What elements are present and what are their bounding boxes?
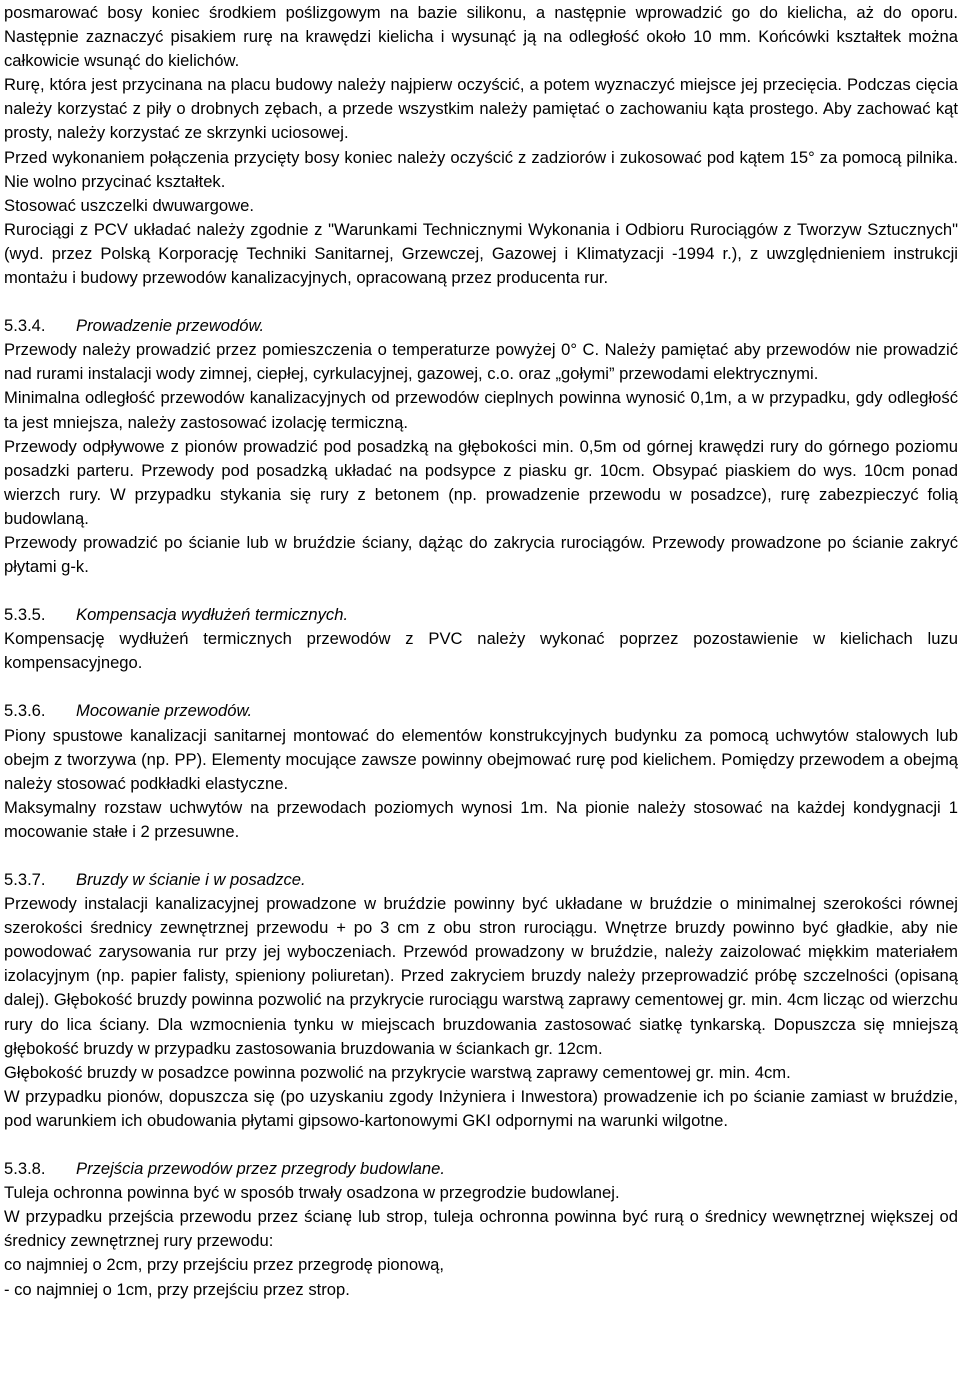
paragraph-routing-temperature: Przewody należy prowadzić przez pomieszczenia o temperaturze powyżej 0° C. Należy pamiętać aby przewodów nie prowadzić nad rurami instalacji wody zimnej, ciepłej, cyrkulacyjnej, gazowej, c.o. oraz „gołymi” przewodami elektrycznymi. xyxy=(4,340,958,384)
paragraph-chamfering: Przed wykonaniem połączenia przycięty bosy koniec należy oczyścić z zadziorów i zukosować pod kątem 15° za pomocą pilnika. Nie wolno przycinać kształtek. xyxy=(4,147,958,191)
paragraph-sleeve-fixing: Tuleja ochronna powinna być w sposób trwały osadzona w przegrodzie budowlanej. xyxy=(4,1183,620,1203)
section-number: 5.3.6. xyxy=(4,701,46,721)
paragraph-pvc-standards: Rurociągi z PCV układać należy zgodnie z "Warunkami Technicznymi Wykonania i Odbioru Rurociągów z Tworzyw Sztucznych" (wyd. przez Polską Korporację Techniki Sanitarnej, Grzewczej, Gazowej i Klimatyzacji -1994 r.), z uwzględnieniem instrukcji montażu i budowy przewodów kanalizacyjnych, opracowaną przez producenta rur. xyxy=(4,219,958,288)
paragraph-routing-wall: Przewody prowadzić po ścianie lub w bruździe ściany, dążąc do zakrycia rurociągów. Przewody prowadzone po ścianie zakryć płytami g-k. xyxy=(4,532,958,577)
section-heading-5-3-5 xyxy=(4,603,958,627)
paragraph-mounting-risers: Piony spustowe kanalizacji sanitarnej montować do elementów konstrukcyjnych budynku za pomocą uchwytów stalowych lub obejm z tworzywa (np. PP). Elementy mocujące zawsze powinny obejmować rurę pod kielichem. Pomiędzy przewodem a obejmą należy stosować podkładki elastyczne. xyxy=(4,725,958,793)
section-number: 5.3.7. xyxy=(4,870,46,889)
section-title: Przejścia przewodów przez przegrody budowlane. xyxy=(76,1159,445,1179)
section-title: Mocowanie przewodów. xyxy=(76,701,253,721)
paragraph-chases-floor: Głębokość bruzdy w posadzce powinna pozwolić na przykrycie warstwą zaprawy cementowej gr. min. 4cm. xyxy=(4,1062,791,1082)
section-title: Kompensacja wydłużeń termicznych. xyxy=(76,605,349,625)
list-item-floor-sleeve: - co najmniej o 1cm, przy przejściu przez strop. xyxy=(4,1279,350,1299)
section-title: Prowadzenie przewodów. xyxy=(76,316,265,336)
section-number: 5.3.4. xyxy=(4,316,46,336)
section-heading-5-3-7 xyxy=(4,868,958,892)
paragraph-chases-risers: W przypadku pionów, dopuszcza się (po uzyskaniu zgody Inżyniera i Inwestora) prowadzenie ich po ścianie zamiast w bruździe, pod warunkiem ich obudowania płytami gipsowo-kartonowymi GKI odpornymi na warunki wilgotne. xyxy=(4,1086,958,1130)
section-title: Bruzdy w ścianie i w posadzce. xyxy=(76,870,306,889)
section-heading-5-3-6 xyxy=(4,699,958,723)
document-body xyxy=(4,1,958,1302)
list-item-wall-sleeve: co najmniej o 2cm, przy przejściu przez przegrodę pionową, xyxy=(4,1255,444,1275)
section-number: 5.3.5. xyxy=(4,605,46,625)
paragraph-routing-distance: Minimalna odległość przewodów kanalizacyjnych od przewodów cieplnych powinna wynosić 0,1m, a w przypadku, gdy odległość ta jest mniejsza, należy zastosować izolację termiczną. xyxy=(4,388,958,432)
paragraph-gaskets: Stosować uszczelki dwuwargowe. xyxy=(4,195,254,215)
paragraph-chases-wall: Przewody instalacji kanalizacyjnej prowadzone w bruździe powinny być układane w bruździe o minimalnej szerokości równej szerokości średnicy zewnętrznej przewodu + po 3 cm z obu stron rurociągu. Wnętrze bruzdy powinno być gładkie, aby nie powodować zarysowania rur przy jej wyboczeniach. Przewód prowadzony w bruździe, należy zaizolować miękkim materiałem izolacyjnym (np. papier falisty, spieniony poliuretan). Przed zakryciem bruzdy należy przeprowadzić próbę szczelności (opisaną dalej). Głębokość bruzdy powinna pozwolić na przykrycie rurociągu warstwą zaprawy cementowej gr. min. 4cm licząc od wierzchu rury do lica ściany. Dla wzmocnienia tynku w miejscach bruzdowania zastosować siatkę tynkarską. Dopuszcza się mniejszą głębokość bruzdy w przypadku zastosowania bruzdowania w ściankach gr. 12cm. xyxy=(4,894,958,1058)
paragraph-routing-under-floor: Przewody odpływowe z pionów prowadzić pod posadzką na głębokości min. 0,5m od górnej krawędzi rury do górnego poziomu posadzki parteru. Przewody pod posadzką układać na podsypce z piasku gr. 10cm. Obsypać piaskiem do wys. 10cm ponad wierzch rury. W przypadku stykania się rury z betonem (np. prowadzenie przewodu w posadzce), rurę zabezpieczyć folią budowlaną. xyxy=(4,436,958,528)
paragraph-sleeve-diameter: W przypadku przejścia przewodu przez ścianę lub strop, tuleja ochronna powinna być rurą o średnicy wewnętrznej większej od średnicy zewnętrznej rury przewodu: xyxy=(4,1207,958,1251)
paragraph-mounting-spacing: Maksymalny rozstaw uchwytów na przewodach poziomych wynosi 1m. Na pionie należy stosować na każdej kondygnacji 1 mocowanie stałe i 2 przesuwne. xyxy=(4,797,958,841)
section-heading-5-3-4 xyxy=(4,314,958,338)
paragraph-thermal-compensation: Kompensację wydłużeń termicznych przewodów z PVC należy wykonać poprzez pozostawienie w kielichach luzu kompensacyjnego. xyxy=(4,629,958,673)
paragraph-gasket-assembly: posmarować bosy koniec środkiem poślizgowym na bazie silikonu, a następnie wprowadzić go do kielicha, aż do oporu. Następnie zaznaczyć pisakiem rurę na krawędzi kielicha i wysunąć ją na odległość około 10 mm. Końcówki kształtek można całkowicie wsunąć do kielichów. xyxy=(4,3,958,71)
section-heading-5-3-8 xyxy=(4,1157,958,1181)
section-number: 5.3.8. xyxy=(4,1159,46,1179)
paragraph-pipe-cutting: Rurę, która jest przycinana na placu budowy należy najpierw oczyścić, a potem wyznaczyć miejsce jej przecięcia. Podczas cięcia należy korzystać z piły o drobnych zębach, a przede wszystkim należy pamiętać o zachowaniu kąta prostego. Aby zachować kąt prosty, należy korzystać ze skrzynki uciosowej. xyxy=(4,75,958,143)
